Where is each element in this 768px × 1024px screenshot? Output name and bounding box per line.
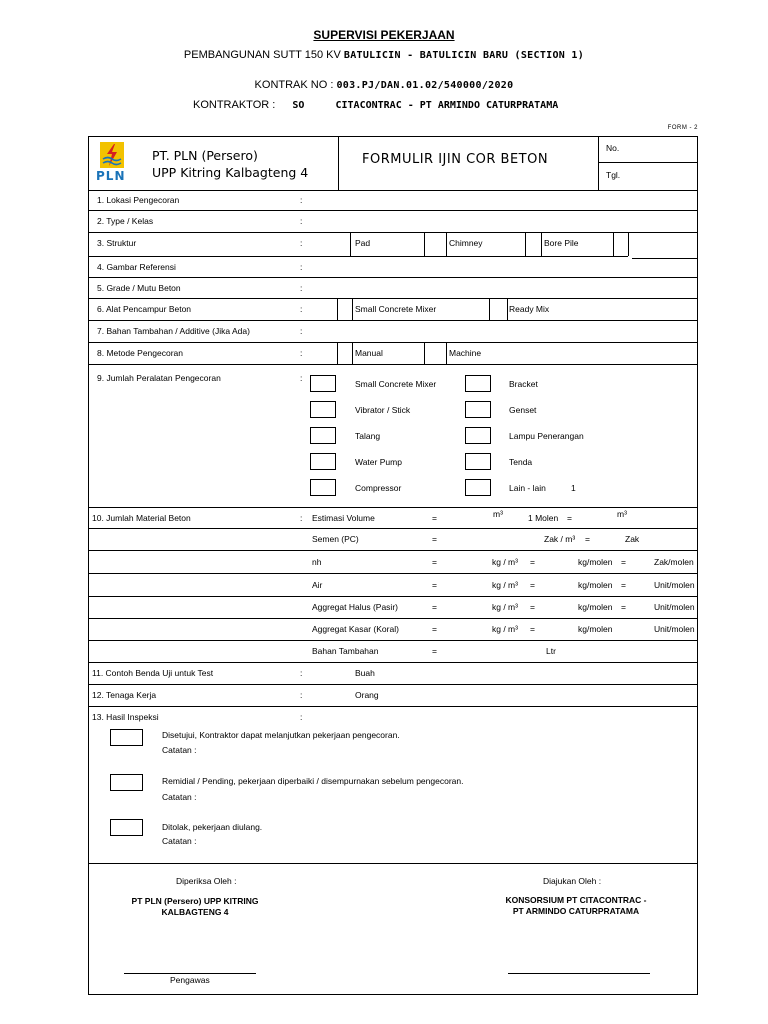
document-title: SUPERVISI PEKERJAAN [313, 28, 455, 42]
divider [598, 162, 698, 163]
count-box-tenda[interactable] [465, 453, 491, 470]
equip-lain-lain: Lain - lain [509, 483, 546, 493]
colon: : [300, 238, 303, 248]
divider [88, 210, 698, 211]
unit-m3: m³ [617, 509, 627, 519]
divider [507, 298, 508, 320]
eq: = [530, 624, 535, 634]
material-air: Air [312, 580, 323, 590]
unit-buah: Buah [355, 668, 375, 678]
divider [352, 298, 353, 320]
unit-kg-molen: kg/molen [578, 580, 613, 590]
unit-orang: Orang [355, 690, 379, 700]
unit-kg-molen: kg/molen [578, 602, 613, 612]
role-pengawas: Pengawas [170, 975, 210, 985]
item-contoh-benda-uji: 11. Contoh Benda Uji untuk Test [92, 668, 214, 678]
item-bahan-tambahan: 7. Bahan Tambahan / Additive (Jika Ada) [97, 326, 250, 336]
count-box-talang[interactable] [310, 427, 336, 444]
eq: = [621, 557, 626, 567]
unit-kg-m3: kg / m³ [492, 602, 518, 612]
company-name: PT. PLN (Persero) [152, 148, 258, 163]
unit-kg-molen: kg/molen [578, 624, 613, 634]
molen-label: 1 Molen [528, 513, 559, 523]
mixer-ready: Ready Mix [509, 304, 550, 314]
project-prefix: PEMBANGUNAN SUTT 150 KV [183, 49, 341, 61]
unit-kg-m3: kg / m³ [492, 624, 518, 634]
divider [88, 596, 698, 597]
eq: = [432, 580, 437, 590]
equip-compressor: Compressor [355, 483, 402, 493]
item-hasil-inspeksi: 13. Hasil Inspeksi [92, 712, 159, 722]
notes-label: Catatan : [162, 792, 197, 802]
equip-tenda: Tenda [509, 457, 533, 467]
eq: = [432, 534, 437, 544]
divider [632, 258, 698, 259]
contractor-so: SO [292, 100, 305, 111]
no-label: No. [606, 143, 620, 153]
date-label: Tgl. [606, 170, 621, 180]
equip-vibrator: Vibrator / Stick [355, 405, 411, 415]
divider [88, 298, 698, 299]
divider [88, 684, 698, 685]
divider [88, 190, 698, 191]
count-box-genset[interactable] [465, 401, 491, 418]
eq: = [530, 602, 535, 612]
colon: : [300, 195, 303, 205]
colon: : [300, 262, 303, 272]
pln-logo [96, 142, 130, 184]
metode-manual: Manual [355, 348, 383, 358]
divider [337, 298, 338, 320]
checked-by-label: Diperiksa Oleh : [176, 876, 237, 886]
eq: = [621, 602, 626, 612]
colon: : [300, 513, 303, 523]
contract-line [0, 79, 768, 91]
divider [424, 342, 425, 364]
count-box-water-pump[interactable] [310, 453, 336, 470]
material-nh: nh [312, 557, 322, 567]
colon: : [300, 283, 303, 293]
divider [88, 364, 698, 365]
unit-zak: Zak [625, 534, 640, 544]
inspection-rejected: Ditolak, pekerjaan diulang. [162, 822, 263, 832]
eq: = [432, 513, 437, 523]
org-left-line2: KALBAGTENG 4 [161, 907, 229, 917]
struktur-bore-pile: Bore Pile [544, 238, 579, 248]
notes-label: Catatan : [162, 745, 197, 755]
unit-m3: m³ [493, 509, 503, 519]
divider [88, 320, 698, 321]
material-estimasi-volume: Estimasi Volume [312, 513, 375, 523]
colon: : [300, 373, 303, 383]
struktur-pad: Pad [355, 238, 371, 248]
divider [88, 232, 698, 233]
form-title: FORMULIR IJIN COR BETON [362, 152, 549, 167]
unit-kg-m3: kg / m³ [492, 557, 518, 567]
project-name: BATULICIN - BATULICIN BARU (SECTION 1) [343, 50, 585, 61]
divider [88, 550, 698, 551]
colon: : [300, 690, 303, 700]
eq: = [432, 624, 437, 634]
eq: = [432, 646, 437, 656]
unit-zak-m3: Zak / m³ [544, 534, 576, 544]
divider [88, 256, 628, 257]
divider [88, 662, 698, 663]
divider [489, 298, 490, 320]
count-box-lampu[interactable] [465, 427, 491, 444]
count-box-bracket[interactable] [465, 375, 491, 392]
material-bahan-tambahan: Bahan Tambahan [312, 646, 379, 656]
divider [338, 136, 339, 190]
divider [598, 136, 599, 190]
divider [88, 277, 698, 278]
divider [446, 232, 447, 256]
divider [88, 342, 698, 343]
company-unit: UPP Kitring Kalbagteng 4 [152, 165, 309, 180]
item-grade-mutu: 5. Grade / Mutu Beton [97, 283, 181, 293]
contract-label: KONTRAK NO : [254, 79, 334, 91]
material-semen: Semen (PC) [312, 534, 359, 544]
unit-unit-molen: Unit/molen [654, 624, 695, 634]
count-box-vibrator[interactable] [310, 401, 336, 418]
rejected-checkbox[interactable] [110, 819, 143, 836]
divider [446, 342, 447, 364]
pln-logo-icon [100, 142, 124, 168]
item-gambar-referensi: 4. Gambar Referensi [97, 262, 176, 272]
item-struktur: 3. Struktur [97, 238, 137, 248]
unit-kg-molen: kg/molen [578, 557, 613, 567]
item-jumlah-material: 10. Jumlah Material Beton [92, 513, 191, 523]
approved-checkbox[interactable] [110, 729, 143, 746]
equip-water-pump: Water Pump [355, 457, 402, 467]
count-box-lain-lain[interactable] [465, 479, 491, 496]
org-right-line1: KONSORSIUM PT CITACONTRAC - [505, 895, 647, 905]
form-code: FORM - 2 [667, 125, 698, 131]
item-jumlah-peralatan: 9. Jumlah Peralatan Pengecoran [97, 373, 221, 383]
eq: = [432, 557, 437, 567]
colon: : [300, 668, 303, 678]
remedial-checkbox[interactable] [110, 774, 143, 791]
item-alat-pencampur: 6. Alat Pencampur Beton [97, 304, 192, 314]
org-right-line2: PT ARMINDO CATURPRATAMA [512, 906, 640, 916]
divider [88, 640, 698, 641]
divider [88, 863, 698, 864]
item-lokasi-pengecoran: 1. Lokasi Pengecoran [97, 195, 180, 205]
count-box-small-concrete-mixer[interactable] [310, 375, 336, 392]
eq: = [621, 580, 626, 590]
eq: = [585, 534, 590, 544]
unit-kg-m3: kg / m³ [492, 580, 518, 590]
contractor-label: KONTRAKTOR : [193, 99, 276, 111]
colon: : [300, 348, 303, 358]
project-line [0, 49, 768, 61]
org-left-line1: PT PLN (Persero) UPP KITRING [131, 896, 259, 906]
contractor-line [193, 99, 558, 111]
pln-logo-text: PLN [96, 169, 126, 183]
unit-zak-molen: Zak/molen [654, 557, 694, 567]
equip-small-concrete-mixer: Small Concrete Mixer [355, 379, 437, 389]
material-pasir: Aggregat Halus (Pasir) [312, 602, 398, 612]
submitted-by-label: Diajukan Oleh : [543, 876, 602, 886]
mixer-small: Small Concrete Mixer [355, 304, 437, 314]
unit-unit-molen: Unit/molen [654, 602, 695, 612]
divider [628, 232, 629, 256]
divider [525, 232, 526, 256]
metode-machine: Machine [449, 348, 482, 358]
signature-line-right [508, 973, 650, 974]
divider [424, 232, 425, 256]
lain-lain-count: 1 [571, 483, 576, 493]
divider [88, 573, 698, 574]
colon: : [300, 304, 303, 314]
equip-talang: Talang [355, 431, 381, 441]
colon: : [300, 712, 303, 722]
inspection-approved: Disetujui, Kontraktor dapat melanjutkan pekerjaan pengecoran. [162, 730, 400, 740]
divider [352, 342, 353, 364]
eq: = [567, 513, 572, 523]
eq: = [530, 580, 535, 590]
item-metode-pengecoran: 8. Metode Pengecoran [97, 348, 184, 358]
notes-label: Catatan : [162, 836, 197, 846]
equip-lampu-penerangan: Lampu Penerangan [509, 431, 584, 441]
material-koral: Aggregat Kasar (Koral) [312, 624, 399, 634]
equip-genset: Genset [509, 405, 537, 415]
divider [541, 232, 542, 256]
contract-number: 003.PJ/DAN.01.02/540000/2020 [336, 80, 514, 91]
inspection-remedial: Remidial / Pending, pekerjaan diperbaiki / disempurnakan sebelum pengecoran. [162, 776, 464, 786]
colon: : [300, 326, 303, 336]
divider [88, 618, 698, 619]
divider [350, 232, 351, 256]
struktur-chimney: Chimney [449, 238, 483, 248]
divider [88, 528, 698, 529]
signature-line-left [124, 973, 256, 974]
divider [88, 507, 698, 508]
unit-unit-molen: Unit/molen [654, 580, 695, 590]
divider [88, 706, 698, 707]
colon: : [300, 216, 303, 226]
count-box-compressor[interactable] [310, 479, 336, 496]
eq: = [530, 557, 535, 567]
divider [337, 342, 338, 364]
item-tenaga-kerja: 12. Tenaga Kerja [92, 690, 157, 700]
unit-ltr: Ltr [546, 646, 556, 656]
eq: = [432, 602, 437, 612]
contractor-name: CITACONTRAC - PT ARMINDO CATURPRATAMA [335, 100, 559, 111]
item-type-kelas: 2. Type / Kelas [97, 216, 154, 226]
divider [613, 232, 614, 256]
equip-bracket: Bracket [509, 379, 538, 389]
